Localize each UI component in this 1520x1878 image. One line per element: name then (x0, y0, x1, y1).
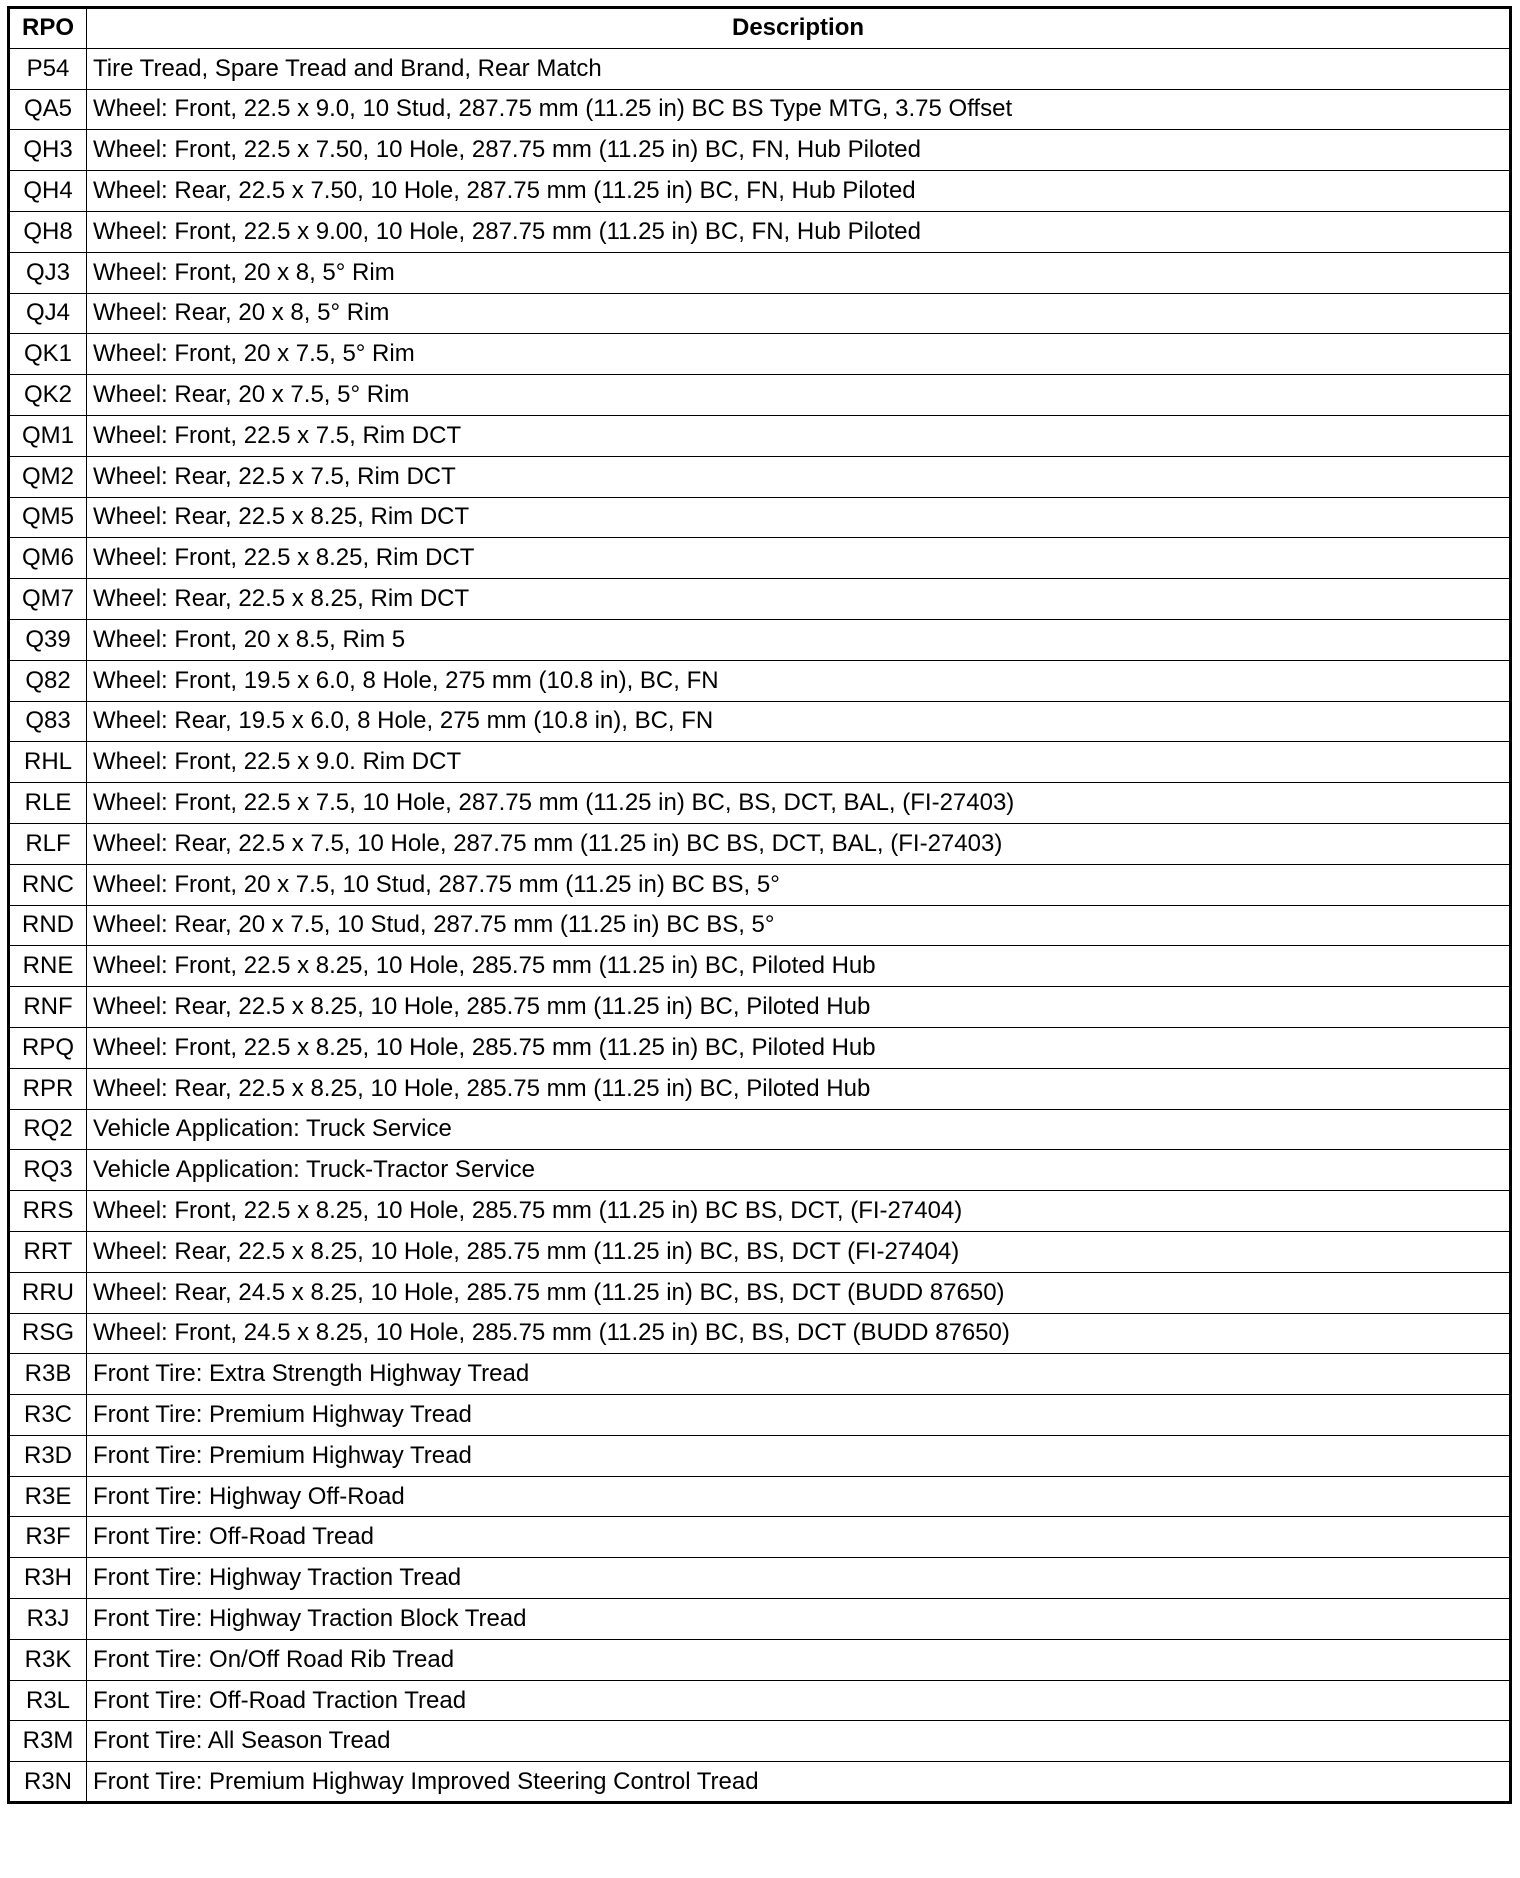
rpo-code-cell: QJ4 (9, 293, 87, 334)
rpo-code-cell: RLF (9, 823, 87, 864)
table-row (9, 1517, 1511, 1558)
rpo-code-cell: R3D (9, 1435, 87, 1476)
table-row (9, 1068, 1511, 1109)
rpo-code-cell: R3C (9, 1395, 87, 1436)
description-cell: Wheel: Front, 20 x 8, 5° Rim (87, 252, 1511, 293)
table-row (9, 742, 1511, 783)
table-row (9, 946, 1511, 987)
table-header-row (9, 8, 1511, 49)
table-row (9, 293, 1511, 334)
description-cell: Tire Tread, Spare Tread and Brand, Rear Match (87, 48, 1511, 89)
description-cell: Wheel: Front, 22.5 x 9.0. Rim DCT (87, 742, 1511, 783)
rpo-code-cell: QK1 (9, 334, 87, 375)
table-row (9, 252, 1511, 293)
rpo-code-cell: R3M (9, 1721, 87, 1762)
rpo-code-cell: QH8 (9, 211, 87, 252)
rpo-code-cell: RRS (9, 1191, 87, 1232)
rpo-code-cell: Q39 (9, 619, 87, 660)
table-row (9, 1313, 1511, 1354)
description-cell: Wheel: Rear, 19.5 x 6.0, 8 Hole, 275 mm (10.8 in), BC, FN (87, 701, 1511, 742)
table-row (9, 1680, 1511, 1721)
table-row (9, 48, 1511, 89)
rpo-code-cell: QM5 (9, 497, 87, 538)
rpo-code-cell: QK2 (9, 375, 87, 416)
table-row (9, 619, 1511, 660)
table-row (9, 1354, 1511, 1395)
rpo-column-header: RPO (9, 8, 87, 49)
table-row (9, 579, 1511, 620)
rpo-code-cell: R3B (9, 1354, 87, 1395)
rpo-code-cell: RSG (9, 1313, 87, 1354)
table-row (9, 823, 1511, 864)
table-row (9, 375, 1511, 416)
description-cell: Wheel: Front, 20 x 7.5, 10 Stud, 287.75 mm (11.25 in) BC BS, 5° (87, 864, 1511, 905)
table-row (9, 497, 1511, 538)
table-row (9, 987, 1511, 1028)
table-row (9, 905, 1511, 946)
rpo-code-cell: RRU (9, 1272, 87, 1313)
table-body (9, 48, 1511, 1802)
description-cell: Wheel: Front, 22.5 x 8.25, 10 Hole, 285.75 mm (11.25 in) BC, Piloted Hub (87, 1027, 1511, 1068)
rpo-code-cell: QA5 (9, 89, 87, 130)
description-cell: Front Tire: Premium Highway Improved Steering Control Tread (87, 1762, 1511, 1803)
rpo-code-cell: RPQ (9, 1027, 87, 1068)
table-row (9, 1476, 1511, 1517)
description-cell: Front Tire: Premium Highway Tread (87, 1395, 1511, 1436)
rpo-code-cell: RRT (9, 1231, 87, 1272)
rpo-code-cell: RNE (9, 946, 87, 987)
description-cell: Vehicle Application: Truck-Tractor Service (87, 1150, 1511, 1191)
rpo-code-cell: RQ3 (9, 1150, 87, 1191)
table-row (9, 1027, 1511, 1068)
description-cell: Wheel: Front, 22.5 x 7.5, 10 Hole, 287.75 mm (11.25 in) BC, BS, DCT, BAL, (FI-27403) (87, 783, 1511, 824)
table-row (9, 1762, 1511, 1803)
table-row (9, 1558, 1511, 1599)
description-cell: Front Tire: Highway Traction Tread (87, 1558, 1511, 1599)
description-cell: Front Tire: On/Off Road Rib Tread (87, 1639, 1511, 1680)
rpo-code-cell: RHL (9, 742, 87, 783)
description-cell: Wheel: Rear, 24.5 x 8.25, 10 Hole, 285.75 mm (11.25 in) BC, BS, DCT (BUDD 87650) (87, 1272, 1511, 1313)
rpo-code-cell: P54 (9, 48, 87, 89)
rpo-code-cell: R3K (9, 1639, 87, 1680)
table-row (9, 1721, 1511, 1762)
table-row (9, 1231, 1511, 1272)
table-row (9, 456, 1511, 497)
rpo-code-cell: Q83 (9, 701, 87, 742)
table-row (9, 211, 1511, 252)
description-cell: Front Tire: Off-Road Traction Tread (87, 1680, 1511, 1721)
table-row (9, 334, 1511, 375)
table-row (9, 1639, 1511, 1680)
table-row (9, 1272, 1511, 1313)
description-cell: Wheel: Rear, 20 x 8, 5° Rim (87, 293, 1511, 334)
description-cell: Wheel: Front, 22.5 x 8.25, Rim DCT (87, 538, 1511, 579)
rpo-code-cell: RNF (9, 987, 87, 1028)
rpo-code-cell: R3N (9, 1762, 87, 1803)
description-cell: Wheel: Front, 22.5 x 9.0, 10 Stud, 287.75 mm (11.25 in) BC BS Type MTG, 3.75 Offset (87, 89, 1511, 130)
description-column-header: Description (87, 8, 1511, 49)
rpo-code-cell: RLE (9, 783, 87, 824)
table-row (9, 538, 1511, 579)
table-row (9, 1599, 1511, 1640)
description-cell: Wheel: Rear, 22.5 x 7.5, 10 Hole, 287.75 mm (11.25 in) BC BS, DCT, BAL, (FI-27403) (87, 823, 1511, 864)
table-row (9, 783, 1511, 824)
description-cell: Wheel: Front, 22.5 x 7.50, 10 Hole, 287.75 mm (11.25 in) BC, FN, Hub Piloted (87, 130, 1511, 171)
table-row (9, 660, 1511, 701)
description-cell: Wheel: Rear, 22.5 x 7.50, 10 Hole, 287.75 mm (11.25 in) BC, FN, Hub Piloted (87, 171, 1511, 212)
rpo-code-cell: RPR (9, 1068, 87, 1109)
rpo-code-cell: R3F (9, 1517, 87, 1558)
description-cell: Front Tire: Highway Traction Block Tread (87, 1599, 1511, 1640)
description-cell: Front Tire: All Season Tread (87, 1721, 1511, 1762)
rpo-code-cell: QM6 (9, 538, 87, 579)
description-cell: Wheel: Front, 20 x 7.5, 5° Rim (87, 334, 1511, 375)
rpo-code-cell: RQ2 (9, 1109, 87, 1150)
description-cell: Front Tire: Premium Highway Tread (87, 1435, 1511, 1476)
description-cell: Wheel: Rear, 20 x 7.5, 10 Stud, 287.75 mm (11.25 in) BC BS, 5° (87, 905, 1511, 946)
rpo-code-cell: R3L (9, 1680, 87, 1721)
rpo-table (7, 6, 1512, 1804)
table-row (9, 171, 1511, 212)
table-row (9, 1191, 1511, 1232)
rpo-code-cell: QM1 (9, 415, 87, 456)
description-cell: Wheel: Rear, 22.5 x 8.25, Rim DCT (87, 497, 1511, 538)
description-cell: Wheel: Front, 22.5 x 7.5, Rim DCT (87, 415, 1511, 456)
rpo-code-cell: QJ3 (9, 252, 87, 293)
rpo-code-cell: QM2 (9, 456, 87, 497)
description-cell: Wheel: Rear, 22.5 x 8.25, 10 Hole, 285.75 mm (11.25 in) BC, Piloted Hub (87, 987, 1511, 1028)
rpo-code-cell: RND (9, 905, 87, 946)
description-cell: Wheel: Front, 22.5 x 8.25, 10 Hole, 285.75 mm (11.25 in) BC, Piloted Hub (87, 946, 1511, 987)
description-cell: Wheel: Rear, 22.5 x 7.5, Rim DCT (87, 456, 1511, 497)
description-cell: Wheel: Front, 22.5 x 9.00, 10 Hole, 287.75 mm (11.25 in) BC, FN, Hub Piloted (87, 211, 1511, 252)
table-row (9, 1150, 1511, 1191)
description-cell: Wheel: Front, 19.5 x 6.0, 8 Hole, 275 mm (10.8 in), BC, FN (87, 660, 1511, 701)
description-cell: Wheel: Front, 22.5 x 8.25, 10 Hole, 285.75 mm (11.25 in) BC BS, DCT, (FI-27404) (87, 1191, 1511, 1232)
rpo-code-cell: QH3 (9, 130, 87, 171)
rpo-code-cell: R3J (9, 1599, 87, 1640)
rpo-code-cell: QH4 (9, 171, 87, 212)
description-cell: Wheel: Rear, 22.5 x 8.25, 10 Hole, 285.75 mm (11.25 in) BC, BS, DCT (FI-27404) (87, 1231, 1511, 1272)
rpo-code-cell: R3H (9, 1558, 87, 1599)
table-row (9, 130, 1511, 171)
table-row (9, 1109, 1511, 1150)
description-cell: Wheel: Rear, 22.5 x 8.25, Rim DCT (87, 579, 1511, 620)
description-cell: Vehicle Application: Truck Service (87, 1109, 1511, 1150)
rpo-code-cell: Q82 (9, 660, 87, 701)
rpo-code-cell: QM7 (9, 579, 87, 620)
rpo-code-cell: RNC (9, 864, 87, 905)
table-row (9, 415, 1511, 456)
description-cell: Wheel: Rear, 20 x 7.5, 5° Rim (87, 375, 1511, 416)
description-cell: Front Tire: Extra Strength Highway Tread (87, 1354, 1511, 1395)
rpo-code-cell: R3E (9, 1476, 87, 1517)
description-cell: Wheel: Front, 20 x 8.5, Rim 5 (87, 619, 1511, 660)
table-row (9, 1395, 1511, 1436)
description-cell: Front Tire: Off-Road Tread (87, 1517, 1511, 1558)
description-cell: Wheel: Rear, 22.5 x 8.25, 10 Hole, 285.75 mm (11.25 in) BC, Piloted Hub (87, 1068, 1511, 1109)
table-row (9, 864, 1511, 905)
description-cell: Wheel: Front, 24.5 x 8.25, 10 Hole, 285.75 mm (11.25 in) BC, BS, DCT (BUDD 87650) (87, 1313, 1511, 1354)
table-row (9, 1435, 1511, 1476)
table-row (9, 701, 1511, 742)
description-cell: Front Tire: Highway Off-Road (87, 1476, 1511, 1517)
table-row (9, 89, 1511, 130)
